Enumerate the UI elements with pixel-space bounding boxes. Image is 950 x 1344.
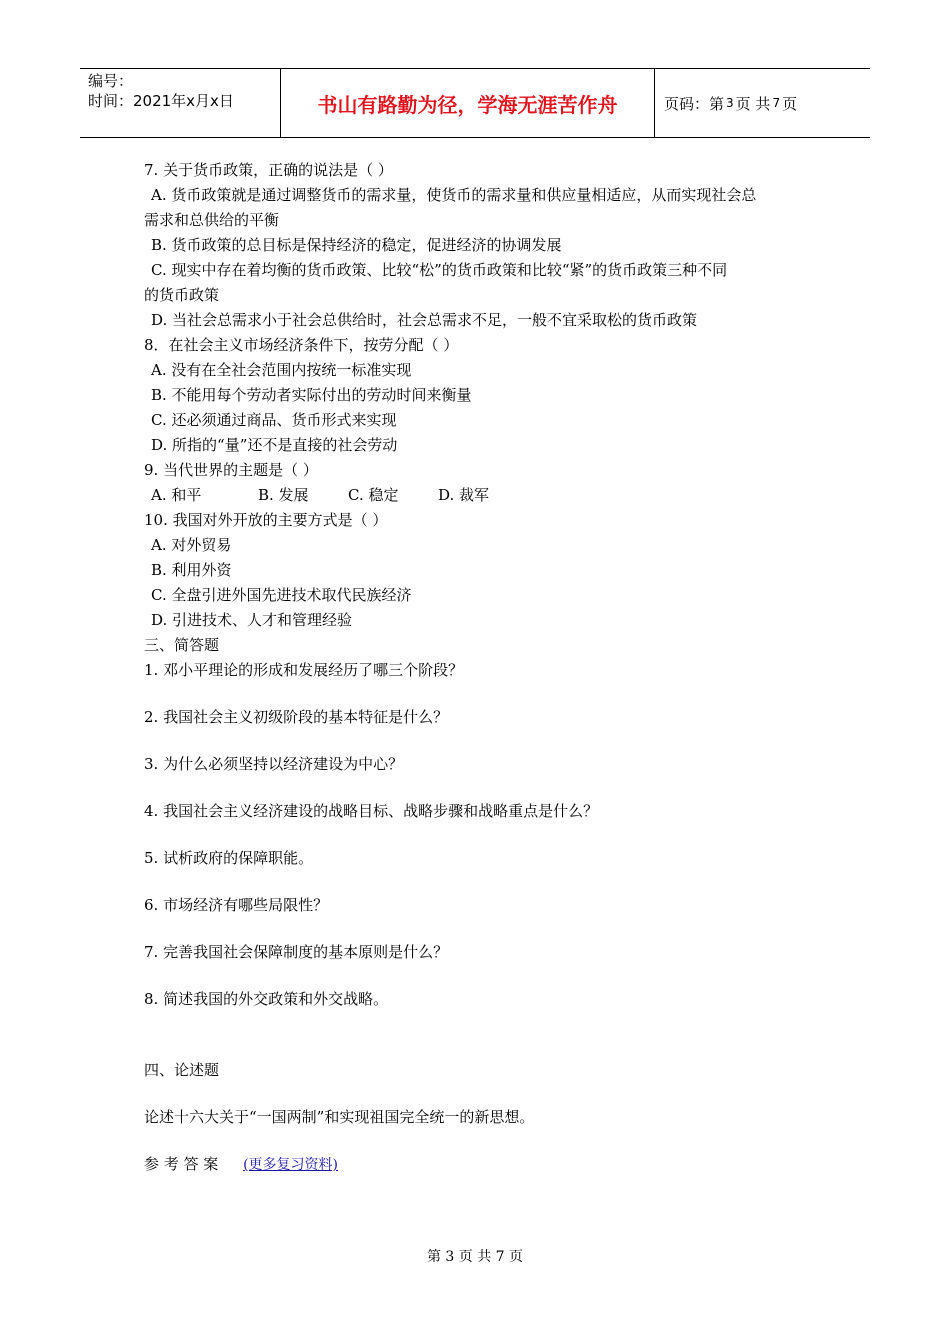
option-a: A. 没有在全社会范围内按统一标准实现 — [151, 361, 412, 379]
question-stem: 9. 当代世界的主题是（ ） — [144, 461, 318, 479]
option-a: A. 货币政策就是通过调整货币的需求量，使货币的需求量和供应量相适应，从而实现社会总 — [151, 186, 757, 204]
more-materials-link[interactable]: (更多复习资料) — [243, 1157, 339, 1173]
answers-title: 参 考 答 案 — [144, 1155, 219, 1173]
short-answer-item: 6. 市场经济有哪些局限性？ — [144, 896, 329, 914]
essay-question: 论述十六大关于“一国两制”和实现祖国完全统一的新思想。 — [144, 1108, 535, 1126]
option-a: A. 对外贸易 — [151, 536, 232, 554]
option-d: D. 裁军 — [438, 486, 490, 504]
short-answer-item: 8. 简述我国的外交政策和外交战略。 — [144, 990, 389, 1008]
option-b: B. 利用外资 — [151, 561, 232, 579]
short-answer-item: 4. 我国社会主义经济建设的战略目标、战略步骤和战略重点是什么？ — [144, 802, 599, 820]
short-answer-item: 5. 试析政府的保障职能。 — [144, 849, 314, 867]
option-c: C. 稳定 — [348, 486, 399, 504]
header-motto: 书山有路勤为径，学海无涯苦作舟 — [281, 69, 655, 137]
page-footer: 第 3 页 共 7 页 — [426, 1249, 524, 1265]
answers-heading — [144, 1152, 824, 1178]
header-table — [80, 68, 870, 138]
page-suffix: 页 — [782, 94, 798, 113]
page-total: 7 — [772, 96, 781, 110]
option-a: A. 和平 — [151, 486, 202, 504]
document-body — [144, 158, 824, 1178]
header-page-cell — [655, 69, 870, 137]
page-mid: 页 共 — [735, 94, 771, 113]
document-number-label: 编号： — [88, 72, 134, 90]
question-10 — [144, 508, 824, 633]
question-8 — [144, 333, 824, 458]
option-c: C. 还必须通过商品、货币形式来实现 — [151, 411, 397, 429]
section-title-essay: 四、论述题 — [144, 1061, 220, 1079]
question-9 — [144, 458, 824, 508]
short-answer-item: 7. 完善我国社会保障制度的基本原则是什么？ — [144, 943, 449, 961]
question-7 — [144, 158, 824, 333]
option-b: B. 发展 — [258, 486, 309, 504]
option-c: C. 全盘引进外国先进技术取代民族经济 — [151, 586, 412, 604]
page-prefix: 页码：第 — [664, 94, 725, 113]
section-title-short-answer: 三、简答题 — [144, 636, 220, 654]
option-b: B. 不能用每个劳动者实际付出的劳动时间来衡量 — [151, 386, 472, 404]
question-stem: 8．在社会主义市场经济条件下，按劳分配（ ） — [144, 336, 459, 354]
option-row — [144, 483, 824, 508]
short-answer-item: 1. 邓小平理论的形成和发展经历了哪三个阶段？ — [144, 661, 464, 679]
header-meta-cell — [80, 69, 281, 137]
short-answer-item: 2. 我国社会主义初级阶段的基本特征是什么？ — [144, 708, 449, 726]
question-stem: 7. 关于货币政策，正确的说法是（ ） — [144, 161, 393, 179]
option-c: C. 现实中存在着均衡的货币政策、比较“松”的货币政策和比较“紧”的货币政策三种不同 — [151, 261, 728, 279]
option-d: D. 所指的“量”还不是直接的社会劳动 — [151, 436, 398, 454]
option-d: D. 当社会总需求小于社会总供给时，社会总需求不足，一般不宜采取松的货币政策 — [151, 311, 698, 329]
document-time-label: 时间：2021年x月x日 — [88, 92, 234, 110]
option-b: B. 货币政策的总目标是保持经济的稳定，促进经济的协调发展 — [151, 236, 562, 254]
option-a-continued: 需求和总供给的平衡 — [144, 211, 280, 229]
page-current: 3 — [726, 96, 734, 110]
question-stem: 10. 我国对外开放的主要方式是（ ） — [144, 511, 388, 529]
option-c-continued: 的货币政策 — [144, 286, 220, 304]
short-answer-item: 3. 为什么必须坚持以经济建设为中心？ — [144, 755, 404, 773]
option-d: D. 引进技术、人才和管理经验 — [151, 611, 353, 629]
